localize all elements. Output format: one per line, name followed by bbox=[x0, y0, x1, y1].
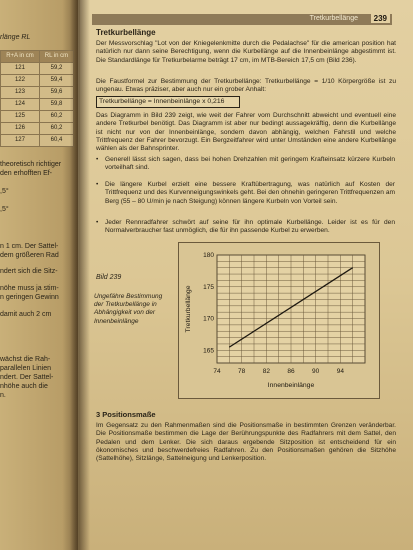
table-cell: 123 bbox=[1, 87, 40, 99]
section-title: 3 Positionsmaße bbox=[96, 410, 156, 419]
bullet-text: Die längere Kurbel erzielt eine bessere Kraftübertragung, was natürlich auf Kosten der Trittfrequenz und des Kurvenneigungswinkels geht. Bei den ohnehin geringeren Trittfrequenzen am Berg (55 – 80 U/min je nach Steigung) können längere Kurbeln von Vorteil sein. bbox=[105, 181, 395, 205]
figure-label: Bild 239 bbox=[96, 274, 122, 281]
table-cell: 60,2 bbox=[39, 123, 73, 135]
table-header-row bbox=[1, 51, 74, 63]
y-tick-label: 165 bbox=[203, 347, 214, 355]
x-tick-label: 82 bbox=[262, 368, 270, 375]
table-cell: 124 bbox=[1, 99, 40, 111]
left-text-line: n geringen Gewinn bbox=[0, 294, 59, 301]
left-text-line: ndert sich die Sitz- bbox=[0, 268, 58, 275]
table-row bbox=[1, 87, 74, 99]
formula-box: Tretkurbellänge = Innenbeinlänge x 0,216 bbox=[96, 96, 240, 108]
left-text-line: parallelen Linien bbox=[0, 365, 51, 372]
left-page-table bbox=[0, 50, 74, 147]
y-tick-label: 180 bbox=[203, 252, 214, 259]
table-cell: 127 bbox=[1, 135, 40, 147]
left-text-line: ,5° bbox=[0, 188, 9, 195]
line-chart bbox=[179, 243, 379, 398]
left-text-line: ,5° bbox=[0, 206, 9, 213]
running-head-title: Tretkurbellänge bbox=[309, 15, 358, 22]
left-text-line: nöhe muss ja stim- bbox=[0, 285, 59, 292]
bullet-text: Generell lässt sich sagen, dass bei hohen Drehzahlen mit geringem Krafteinsatz kürzere Kurbeln vorteilhaft sind. bbox=[105, 156, 395, 172]
bullet-symbol: • bbox=[96, 219, 99, 226]
bullet-text: Jeder Rennradfahrer schwört auf seine für ihn optimale Kurbellänge. Leider ist es für den Normalverbraucher fast unmöglich, die für ihn passende Kurbel zu erwerben. bbox=[105, 219, 395, 235]
left-text-line: nhöhe auch die bbox=[0, 383, 48, 390]
bullet-symbol: • bbox=[96, 156, 99, 163]
left-text-line: theoretisch richtiger bbox=[0, 161, 62, 168]
table-cell: 59,6 bbox=[39, 87, 73, 99]
table-cell: 60,2 bbox=[39, 111, 73, 123]
y-tick-label: 170 bbox=[203, 315, 214, 323]
table-row bbox=[1, 99, 74, 111]
table-header-cell: R+A in cm bbox=[1, 51, 40, 63]
figure-caption: Ungefähre Bestimmung der Tretkurbellänge in Abhängigkeit von der Innenbeinlänge bbox=[94, 293, 163, 325]
table-row bbox=[1, 123, 74, 135]
table-cell: 126 bbox=[1, 123, 40, 135]
paragraph: Im Gegensatz zu den Rahmenmaßen sind die Positionsmaße in bestimmten Grenzen veränderbar. Die Positionsmaße bestimmen die Lage der Berührungspunkte des Radfahrers mit dem Sattel, den Pedalen und dem Lenker. Die sich daraus ergebende Sitzposition ist entscheidend für ein ökonomisches und beschwerdefreies Radfahren. Zu den Positionsmaßen gehören die Sitzhöhe (Sattelhöhe), Sitzlänge, Sattelneigung und Lenkerposition. bbox=[96, 422, 396, 463]
left-text-line: den erhofften Ef- bbox=[0, 170, 53, 177]
left-text-line: ndert. Der Sattel- bbox=[0, 374, 54, 381]
table-cell: 59,4 bbox=[39, 75, 73, 87]
paragraph: Der Messvorschlag "Lot von der Kniegelenkmitte durch die Pedalachse" für die american position hat natürlich nur dann seine Berechtigung, wenn die Kurbellänge auf die Innenbeinlänge abgestimmt ist. Die Standardlänge für Tretkurbelarme beträgt 17 cm, im MTB-Bereich 17,5 cm (Bild 236). bbox=[96, 40, 396, 64]
left-page-header: rlänge RL bbox=[0, 34, 31, 41]
book-gutter-shadow bbox=[70, 0, 90, 550]
x-tick-label: 74 bbox=[213, 368, 221, 375]
table-cell: 59,8 bbox=[39, 99, 73, 111]
x-tick-label: 94 bbox=[336, 368, 344, 375]
left-page bbox=[0, 0, 78, 550]
table-cell: 121 bbox=[1, 63, 40, 75]
y-tick-label: 175 bbox=[203, 283, 214, 291]
table-cell: 122 bbox=[1, 75, 40, 87]
left-text-line: dem größeren Rad bbox=[0, 252, 59, 259]
section-title: Tretkurbellänge bbox=[96, 28, 156, 37]
x-tick-label: 78 bbox=[238, 368, 246, 375]
table-cell: 59,2 bbox=[39, 63, 73, 75]
table-cell: 60,4 bbox=[39, 135, 73, 147]
paragraph: Die Faustformel zur Bestimmung der Tretkurbellänge: Tretkurbellänge = 1/10 Körpergröße ist zu ungenau. Etwas präziser, aber auch nur ein grober Anhalt: bbox=[96, 78, 396, 94]
table-row bbox=[1, 135, 74, 147]
y-axis-label: Tretkurbellänge bbox=[185, 285, 192, 333]
table-cell: 125 bbox=[1, 111, 40, 123]
page-number: 239 bbox=[371, 14, 390, 23]
x-axis-label: Innenbeinlänge bbox=[267, 382, 315, 389]
left-text-line: damit auch 2 cm bbox=[0, 311, 52, 318]
bullet-symbol: • bbox=[96, 181, 99, 188]
x-tick-label: 86 bbox=[287, 368, 295, 375]
left-text-line: wächst die Rah- bbox=[0, 356, 51, 363]
table-row bbox=[1, 75, 74, 87]
left-text-line: n 1 cm. Der Sattel- bbox=[0, 243, 59, 250]
left-text-line: n. bbox=[0, 392, 6, 399]
right-page bbox=[80, 0, 413, 550]
chart-container bbox=[178, 242, 380, 399]
paragraph: Das Diagramm in Bild 239 zeigt, wie weit der Fahrer vom Durchschnitt abweicht und eventuell eine andere Tretkurbel benötigt. Das Diagramm ist aber nur bedingt aussagekräftig, denn die Kurbellänge ist nicht nur von der Innenbeinlänge, sondern davon abhängig, welchen Fahrstil und welche Trittfrequenz der Fahrer bevorzugt. Ein Bergzeitfahrer wird unter Umständen eine andere Kurbellänge wählen als der Bahnsprinter. bbox=[96, 112, 396, 153]
running-head bbox=[92, 14, 392, 25]
x-tick-label: 90 bbox=[312, 368, 320, 375]
table-row bbox=[1, 63, 74, 75]
table-row bbox=[1, 111, 74, 123]
table-header-cell: RL in cm bbox=[39, 51, 73, 63]
